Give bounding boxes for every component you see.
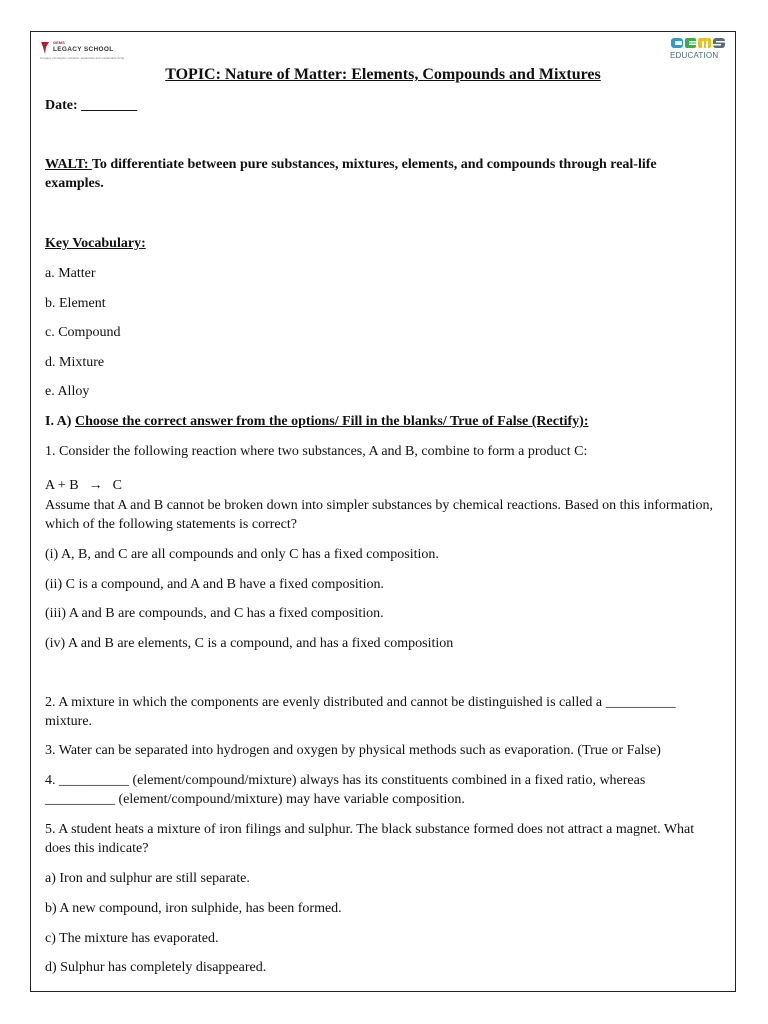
gems-logo-icon — [671, 37, 725, 49]
question-5-option: c) The mixture has evaporated. — [45, 931, 219, 946]
walt-objective — [45, 155, 717, 193]
vocab-item: a. Matter — [45, 266, 96, 281]
section-instructions: Choose the correct answer from the options/ Fill in the blanks/ True of False (Rectify): — [74, 414, 589, 429]
arrow-icon: → — [88, 478, 103, 493]
vocab-item: c. Compound — [45, 325, 121, 340]
date-field: Date: ________ — [45, 98, 138, 113]
walt-label: WALT: — [45, 157, 92, 172]
vocab-item: b. Element — [45, 296, 106, 311]
gems-logo-subtitle: EDUCATION — [670, 51, 719, 60]
question-5-option: d) Sulphur has completely disappeared. — [45, 960, 267, 975]
vocab-item: e. Alloy — [45, 384, 90, 399]
page-title: TOPIC: Nature of Matter: Elements, Compounds and Mixtures — [165, 66, 601, 83]
question-1-context: Assume that A and B cannot be broken down into simpler substances by chemical reactions. Based on this information, which of the following statements is correct? — [45, 498, 713, 532]
school-logo-org: GEMS — [53, 40, 65, 45]
question-4: 4. __________ (element/compound/mixture) always has its constituents combined in a fixed ratio, whereas __________ (element/compound/mixture) may have variable composition. — [45, 773, 646, 807]
question-1-option: (iv) A and B are elements, C is a compound, and has a fixed composition — [45, 636, 454, 651]
equation-reactants: A + B — [45, 478, 79, 493]
section-prefix: I. A) — [45, 414, 75, 429]
school-flag-icon — [40, 41, 50, 55]
question-1-option: (iii) A and B are compounds, and C has a fixed composition. — [45, 606, 384, 621]
question-5-option: b) A new compound, iron sulphide, has been formed. — [45, 901, 342, 916]
section-heading — [45, 412, 589, 431]
question-2: 2. A mixture in which the components are evenly distributed and cannot be distinguished is called a __________ mixture. — [45, 695, 676, 729]
question-5: 5. A student heats a mixture of iron filings and sulphur. The black substance formed does not attract a magnet. What does this indicate? — [45, 822, 695, 856]
vocabulary-heading: Key Vocabulary: — [45, 236, 146, 251]
question-1-option: (i) A, B, and C are all compounds and only C has a fixed composition. — [45, 547, 439, 562]
question-5-option: a) Iron and sulphur are still separate. — [45, 871, 250, 886]
school-logo-name: LEGACY SCHOOL — [53, 46, 114, 53]
question-1: 1. Consider the following reaction where two substances, A and B, combine to form a product C: — [45, 444, 588, 459]
school-logo — [40, 40, 132, 62]
school-logo-tagline: A legacy of integrity, inclusion, leadership and sustainable living — [40, 56, 125, 60]
gems-education-logo — [668, 37, 726, 61]
question-1-option: (ii) C is a compound, and A and B have a fixed composition. — [45, 577, 385, 592]
walt-text: To differentiate between pure substances, mixtures, elements, and compounds through real-life examples. — [45, 157, 657, 191]
equation-product: C — [112, 478, 122, 493]
question-3: 3. Water can be separated into hydrogen and oxygen by physical methods such as evaporation. (True or False) — [45, 743, 661, 758]
reaction-equation — [45, 476, 122, 495]
vocab-item: d. Mixture — [45, 355, 105, 370]
